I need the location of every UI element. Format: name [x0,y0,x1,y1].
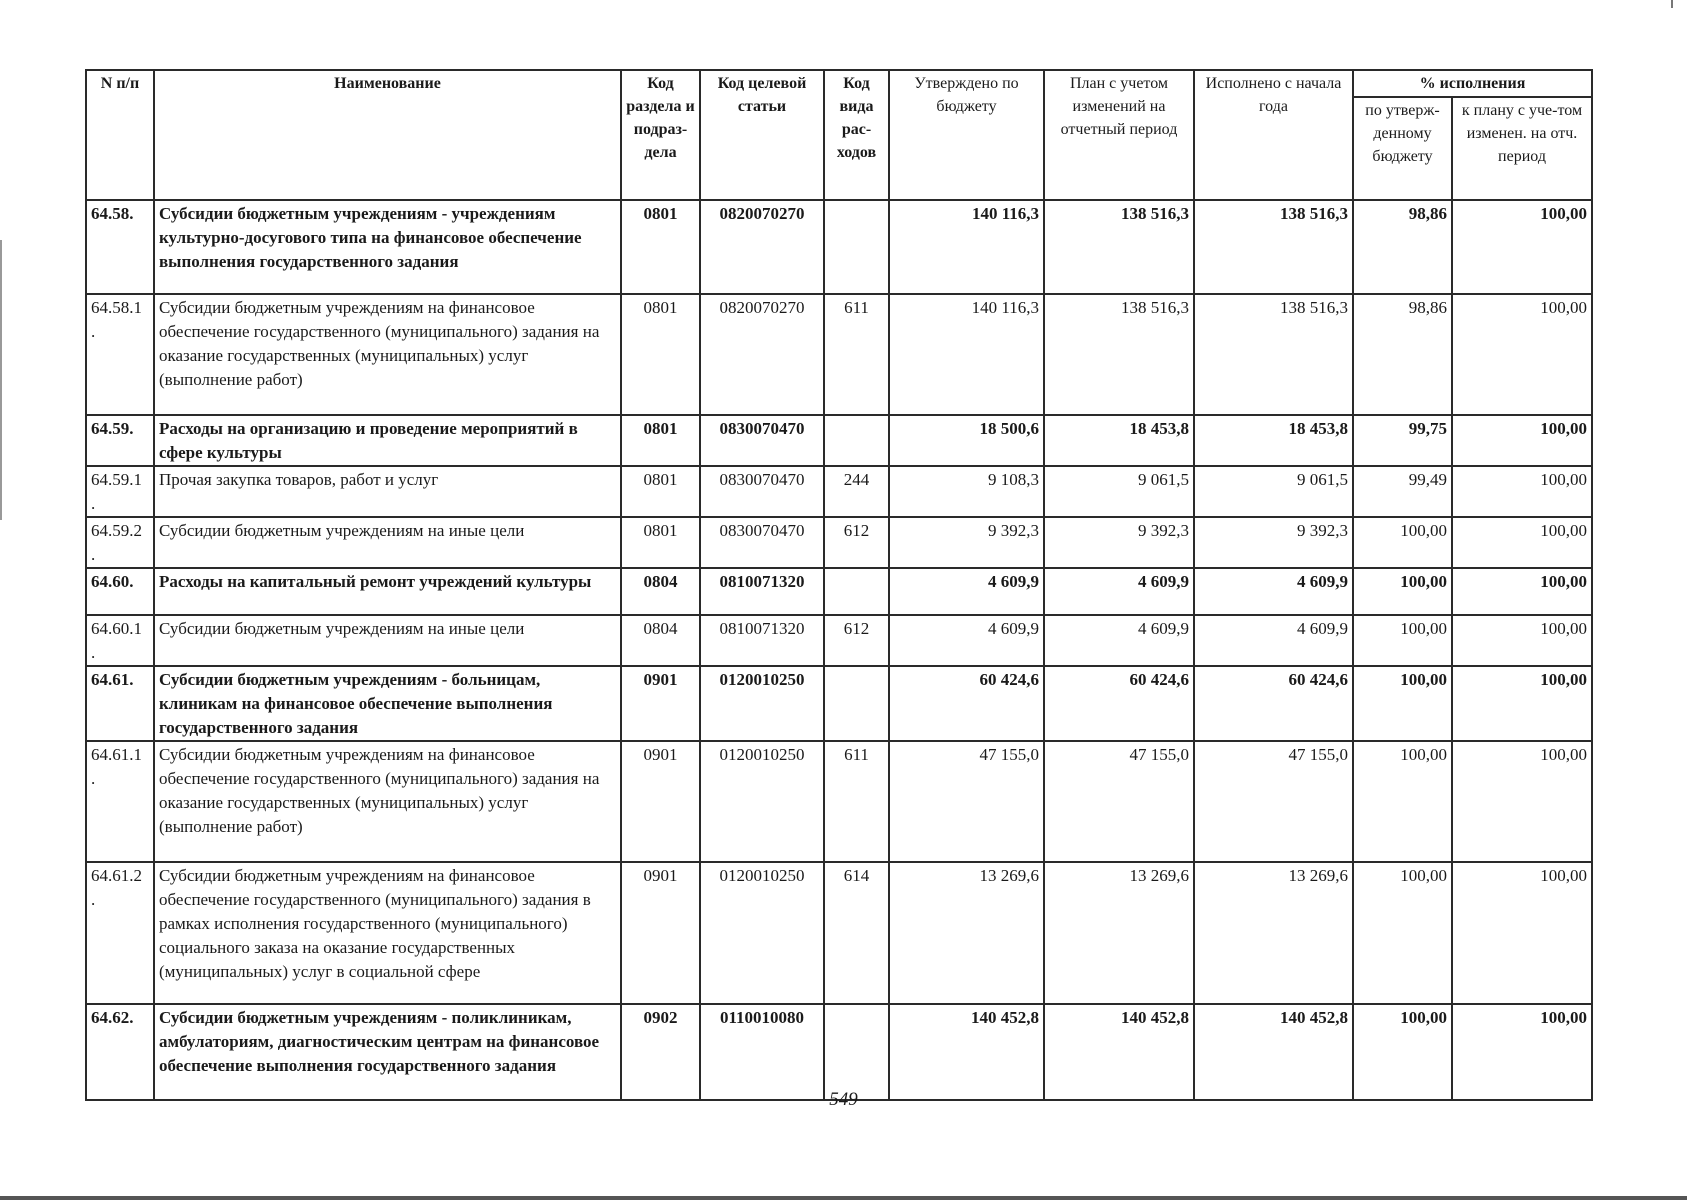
cell-percent-plan: 100,00 [1452,862,1592,1004]
cell-executed: 4 609,9 [1194,568,1353,615]
header-approved-budget: Утверждено по бюджету [889,70,1044,200]
cell-percent-plan: 100,00 [1452,517,1592,568]
cell-plan: 18 453,8 [1044,415,1194,466]
cell-razdel-code: 0801 [621,415,700,466]
cell-percent-plan: 100,00 [1452,294,1592,415]
cell-expense-type-code: 614 [824,862,889,1004]
cell-approved-budget: 60 424,6 [889,666,1044,741]
cell-number: 64.59.2 . [86,517,154,568]
cell-percent-budget: 98,86 [1353,294,1452,415]
cell-executed: 18 453,8 [1194,415,1353,466]
cell-razdel-code: 0901 [621,741,700,862]
table-row [86,415,1592,466]
cell-approved-budget: 47 155,0 [889,741,1044,862]
cell-executed: 140 452,8 [1194,1004,1353,1100]
cell-approved-budget: 4 609,9 [889,615,1044,666]
cell-percent-plan: 100,00 [1452,1004,1592,1100]
cell-percent-budget: 100,00 [1353,615,1452,666]
header-name: Наименование [154,70,621,200]
cell-expense-type-code: 611 [824,294,889,415]
table-row [86,568,1592,615]
cell-percent-plan: 100,00 [1452,466,1592,517]
table-row [86,666,1592,741]
cell-approved-budget: 13 269,6 [889,862,1044,1004]
cell-name: Субсидии бюджетным учреждениям на финансовое обеспечение государственного (муниципального) задания на оказание государственных (муниципальных) услуг (выполнение работ) [154,294,621,415]
cell-name: Расходы на организацию и проведение мероприятий в сфере культуры [154,415,621,466]
cell-percent-budget: 100,00 [1353,666,1452,741]
page-number: 549 [829,1089,858,1110]
cell-percent-budget: 100,00 [1353,1004,1452,1100]
cell-name: Субсидии бюджетным учреждениям - больницам, клиникам на финансовое обеспечение выполнения государственного задания [154,666,621,741]
cell-number: 64.61.2 . [86,862,154,1004]
header-executed: Исполнено с начала года [1194,70,1353,200]
header-percent-group: % исполнения [1353,70,1592,97]
table-row [86,294,1592,415]
cell-razdel-code: 0801 [621,294,700,415]
cell-number: 64.58.1 . [86,294,154,415]
cell-plan: 4 609,9 [1044,568,1194,615]
cell-approved-budget: 9 108,3 [889,466,1044,517]
budget-execution-table [85,69,1593,1101]
table-row [86,200,1592,294]
header-number: N п/п [86,70,154,200]
cell-plan: 4 609,9 [1044,615,1194,666]
cell-razdel-code: 0801 [621,200,700,294]
cell-name: Субсидии бюджетным учреждениям на финансовое обеспечение государственного (муниципального) задания на оказание государственных (муниципальных) услуг (выполнение работ) [154,741,621,862]
cell-name: Субсидии бюджетным учреждениям - поликлиникам, амбулаториям, диагностическим центрам на финансовое обеспечение выполнения государственного задания [154,1004,621,1100]
cell-approved-budget: 18 500,6 [889,415,1044,466]
cell-number: 64.61. [86,666,154,741]
cell-executed: 47 155,0 [1194,741,1353,862]
cell-razdel-code: 0901 [621,666,700,741]
cell-executed: 4 609,9 [1194,615,1353,666]
cell-percent-budget: 100,00 [1353,568,1452,615]
cell-approved-budget: 4 609,9 [889,568,1044,615]
cell-target-code: 0830070470 [700,415,824,466]
table-row [86,466,1592,517]
cell-percent-plan: 100,00 [1452,415,1592,466]
cell-expense-type-code: 611 [824,741,889,862]
cell-plan: 138 516,3 [1044,294,1194,415]
cell-plan: 9 061,5 [1044,466,1194,517]
cell-executed: 9 392,3 [1194,517,1353,568]
cell-plan: 140 452,8 [1044,1004,1194,1100]
cell-name: Прочая закупка товаров, работ и услуг [154,466,621,517]
cell-approved-budget: 140 452,8 [889,1004,1044,1100]
cell-percent-budget: 98,86 [1353,200,1452,294]
table-row [86,1004,1592,1100]
cell-number: 64.61.1 . [86,741,154,862]
cell-razdel-code: 0804 [621,615,700,666]
cell-number: 64.59. [86,415,154,466]
table-row [86,741,1592,862]
cell-expense-type-code: 612 [824,615,889,666]
cell-target-code: 0820070270 [700,294,824,415]
cell-expense-type-code [824,568,889,615]
cell-percent-plan: 100,00 [1452,200,1592,294]
scan-edge-left [0,240,2,520]
cell-plan: 9 392,3 [1044,517,1194,568]
cell-percent-budget: 99,75 [1353,415,1452,466]
cell-plan: 47 155,0 [1044,741,1194,862]
cell-target-code: 0120010250 [700,862,824,1004]
cell-target-code: 0830070470 [700,466,824,517]
cell-target-code: 0810071320 [700,568,824,615]
cell-target-code: 0820070270 [700,200,824,294]
cell-expense-type-code [824,1004,889,1100]
cell-name: Субсидии бюджетным учреждениям на финансовое обеспечение государственного (муниципального) задания в рамках исполнения государственного (муниципального) социального заказа на оказание государственных (муниципальных) услуг в социальной сфере [154,862,621,1004]
cell-expense-type-code: 244 [824,466,889,517]
cell-percent-plan: 100,00 [1452,568,1592,615]
cell-percent-plan: 100,00 [1452,741,1592,862]
cell-executed: 9 061,5 [1194,466,1353,517]
cell-plan: 60 424,6 [1044,666,1194,741]
cell-name: Субсидии бюджетным учреждениям на иные цели [154,517,621,568]
header-percent-plan: к плану с уче-том изменен. на отч. период [1452,97,1592,200]
table-row [86,615,1592,666]
cell-razdel-code: 0801 [621,517,700,568]
cell-approved-budget: 9 392,3 [889,517,1044,568]
cell-percent-budget: 100,00 [1353,741,1452,862]
cell-executed: 138 516,3 [1194,294,1353,415]
cell-percent-budget: 100,00 [1353,862,1452,1004]
table-row [86,517,1592,568]
cell-executed: 60 424,6 [1194,666,1353,741]
cell-razdel-code: 0902 [621,1004,700,1100]
cell-plan: 138 516,3 [1044,200,1194,294]
cell-approved-budget: 140 116,3 [889,294,1044,415]
cell-percent-plan: 100,00 [1452,615,1592,666]
cell-target-code: 0810071320 [700,615,824,666]
cell-executed: 13 269,6 [1194,862,1353,1004]
header-target-code: Код целевой статьи [700,70,824,200]
cell-name: Субсидии бюджетным учреждениям - учреждениям культурно-досугового типа на финансовое обеспечение выполнения государственного задания [154,200,621,294]
cell-target-code: 0120010250 [700,666,824,741]
cell-razdel-code: 0804 [621,568,700,615]
cell-expense-type-code [824,415,889,466]
cell-expense-type-code [824,666,889,741]
cell-target-code: 0830070470 [700,517,824,568]
header-expense-type-code: Код вида рас-ходов [824,70,889,200]
cell-target-code: 0110010080 [700,1004,824,1100]
cell-approved-budget: 140 116,3 [889,200,1044,294]
cell-number: 64.62. [86,1004,154,1100]
table-row [86,862,1592,1004]
cell-plan: 13 269,6 [1044,862,1194,1004]
cell-name: Расходы на капитальный ремонт учреждений культуры [154,568,621,615]
cell-expense-type-code: 612 [824,517,889,568]
cell-percent-budget: 99,49 [1353,466,1452,517]
cell-razdel-code: 0901 [621,862,700,1004]
cell-razdel-code: 0801 [621,466,700,517]
header-percent-budget: по утверж-денному бюджету [1353,97,1452,200]
cell-expense-type-code [824,200,889,294]
cell-name: Субсидии бюджетным учреждениям на иные цели [154,615,621,666]
cell-number: 64.58. [86,200,154,294]
cell-percent-plan: 100,00 [1452,666,1592,741]
cell-percent-budget: 100,00 [1353,517,1452,568]
scan-edge-top [1671,0,1673,8]
cell-number: 64.60. [86,568,154,615]
cell-number: 64.59.1 . [86,466,154,517]
header-plan: План с учетом изменений на отчетный период [1044,70,1194,200]
cell-number: 64.60.1 . [86,615,154,666]
cell-executed: 138 516,3 [1194,200,1353,294]
header-razdel-code: Код раздела и подраз-дела [621,70,700,200]
cell-target-code: 0120010250 [700,741,824,862]
scan-edge-bottom [0,1196,1687,1200]
